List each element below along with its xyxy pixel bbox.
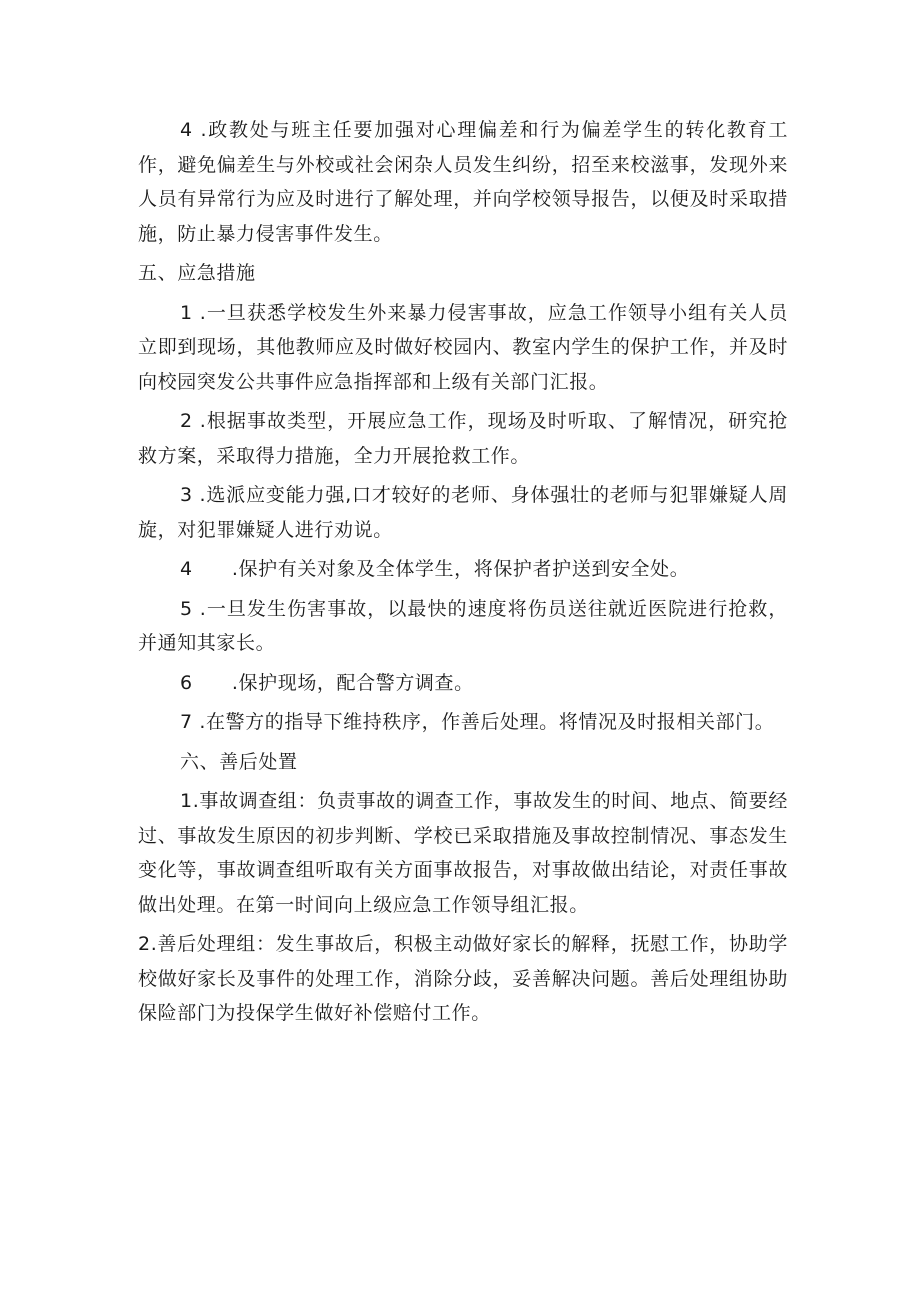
paragraph-emergency-4: 4 .保护有关对象及全体学生，将保护者护送到安全处。 — [180, 558, 690, 580]
section-heading-aftermath: 六、善后处置 — [180, 750, 298, 773]
paragraph-item-4: 4 .政教处与班主任要加强对心理偏差和行为偏差学生的转化教育工作，避免偏差生与外校或社会闲杂人员发生纠纷，招至来校滋事，发现外来人员有异常行为应及时进行了解处理，并向学校领导报告，以便及时采取措施，防止暴力侵害事件发生。 — [138, 119, 788, 245]
paragraph-emergency-3: 3 .选派应变能力强,口才较好的老师、身体强壮的老师与犯罪嫌疑人周旋，对犯罪嫌疑人进行劝说。 — [138, 484, 788, 541]
paragraph-aftermath-1: 1.事故调查组：负责事故的调查工作，事故发生的时间、地点、简要经过、事故发生原因的初步判断、学校已采取措施及事故控制情况、事态发生变化等，事故调查组听取有关方面事故报告，对事故做出结论，对责任事故做出处理。在第一时间向上级应急工作领导组汇报。 — [138, 790, 788, 916]
section-heading-emergency-measures: 五、应急措施 — [138, 262, 256, 284]
paragraph-emergency-5: 5 .一旦发生伤害事故，以最快的速度将伤员送往就近医院进行抢救，并通知其家长。 — [138, 597, 788, 654]
paragraph-emergency-1: 1 .一旦获悉学校发生外来暴力侵害事故，应急工作领导小组有关人员立即到现场，其他教师应及时做好校园内、教室内学生的保护工作，并及时向校园突发公共事件应急指挥部和上级有关部门汇报。 — [138, 301, 788, 393]
document-body — [138, 113, 788, 1036]
paragraph-emergency-2: 2 .根据事故类型，开展应急工作，现场及时听取、了解情况，研究抢救方案，采取得力措施，全力开展抢救工作。 — [138, 410, 788, 467]
paragraph-aftermath-2: 2.善后处理组：发生事故后，积极主动做好家长的解释，抚慰工作，协助学校做好家长及事件的处理工作，消除分歧，妥善解决问题。善后处理组协助保险部门为投保学生做好补偿赔付工作。 — [138, 933, 788, 1024]
paragraph-emergency-7: 7 .在警方的指导下维持秩序，作善后处理。将情况及时报相关部门。 — [180, 711, 775, 733]
paragraph-emergency-6: 6 .保护现场，配合警方调查。 — [180, 671, 474, 694]
